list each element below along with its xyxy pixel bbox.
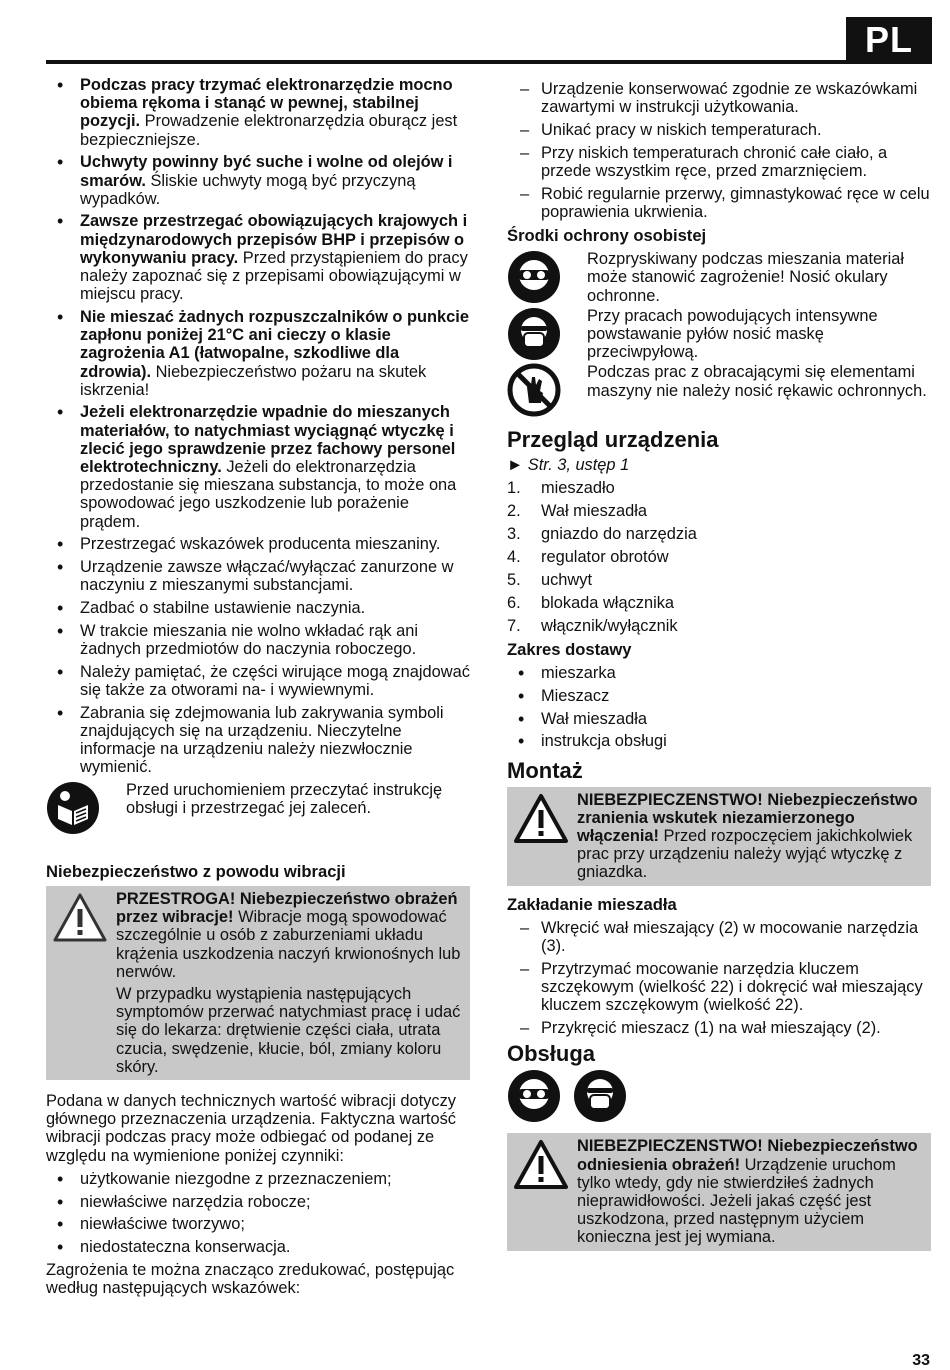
list-item: 1. mieszadło (507, 478, 615, 497)
list-item: • Jeżeli elektronarzędzie wpadnie do mieszanych materiałów, to natychmiast wyciągnąć wtyczkę i zlecić jego sprawdzenie przez fachowy personel elektrotechniczny. Jeżeli do elektronarzędzia przedostanie się mieszana substancja, to może ona spowodować jego uszkodzenie lub porażenie prądem. (46, 403, 470, 530)
tips-list (507, 80, 931, 221)
list-item: – Przy niskich temperaturach chronić całe ciało, a przede wszystkim ręce, przed zmarznięciem. (507, 144, 931, 180)
list-item: • niewłaściwe tworzywo; (46, 1215, 470, 1233)
danger-icon (513, 793, 569, 845)
list-item: • Zabrania się zdejmowania lub zakrywania symboli znajdujących się na urządzeniu. Nieczytelne informacje na urządzeniu należy niezwłocznie wymienić. (46, 704, 470, 777)
operation-heading: Obsługa (507, 1041, 596, 1067)
list-item: – Przykręcić mieszacz (1) na wał mieszający (2). (507, 1019, 931, 1037)
list-item: • Uchwyty powinny być suche i wolne od olejów i smarów. Śliskie uchwyty mogą być przyczyną wypadków. (46, 153, 470, 208)
ppe-mask-text: Przy pracach powodujących intensywne powstawanie pyłów nosić maskę przeciwpyłową. (587, 306, 878, 362)
manual-note (46, 781, 470, 835)
danger-icon (513, 1139, 569, 1191)
list-item: • Zawsze przestrzegać obowiązujących krajowych i międzynarodowych przepisów BHP i przepisów o wykonywaniu pracy. Przed przystąpieniem do pracy należy zapoznać się z przepisami obowiązującymi w miejscu pracy. (46, 212, 470, 303)
ppe-mask (507, 307, 931, 362)
vibration-factors-list (46, 1170, 470, 1256)
list-item: • niewłaściwe narzędzia robocze; (46, 1193, 470, 1211)
reduce-paragraph: Zagrożenia te można znacząco zredukować, postępując według następujących wskazówek: (46, 1260, 455, 1297)
assembly-warning-text: NIEBEZPIECZENSTWO! Niebezpieczeństwo zranienia wskutek niezamierzonego włączenia! Przed rozpoczęciem jakichkolwiek prac przy urządzeniu należy wyjąć wtyczkę z gniazdka. (577, 790, 918, 882)
mixer-steps-list (507, 919, 931, 1037)
list-item: • niedostateczna konserwacja. (46, 1238, 470, 1256)
ppe-gloves (507, 363, 931, 417)
list-item: • instrukcja obsługi (507, 732, 931, 750)
assembly-heading: Montaż (507, 758, 583, 784)
list-item: • Mieszacz (507, 687, 931, 705)
list-item: • Przestrzegać wskazówek producenta mieszaniny. (46, 535, 470, 553)
delivery-heading: Zakres dostawy (507, 639, 632, 659)
dust-mask-icon (573, 1069, 627, 1123)
list-item: – Wkręcić wał mieszający (2) w mocowanie narzędzia (3). (507, 919, 931, 955)
ppe-goggles (507, 250, 931, 305)
list-item: • użytkowanie niezgodne z przeznaczeniem; (46, 1170, 470, 1188)
parts-list (507, 479, 931, 635)
caution-icon (52, 892, 108, 944)
assembly-warning-box (507, 787, 931, 886)
list-item: – Przytrzymać mocowanie narzędzia kluczem szczękowym (wielkość 22) i dokręcić wał mieszający kluczem szczękowym (wielkość 22). (507, 960, 931, 1015)
overview-heading: Przegląd urządzenia (507, 427, 719, 453)
operation-warning-box (507, 1133, 931, 1250)
goggles-icon (507, 250, 561, 304)
safety-list (46, 76, 470, 776)
vibration-paragraph: Podana w danych technicznych wartość wibracji dotyczy głównego przeznaczenia urządzenia. Faktyczna wartość wibracji podczas pracy może odbiegać od podanej ze względu na wymienione poniżej czynniki: (46, 1092, 456, 1165)
list-item: • Wał mieszadła (507, 710, 931, 728)
ppe-gloves-text: Podczas prac z obracającymi się elementami maszyny nie należy nosić rękawic ochronnych. (587, 363, 927, 400)
operation-warning-text: NIEBEZPIECZENSTWO! Niebezpieczeństwo odniesienia obrażeń! Urządzenie uruchom tylko wtedy, gdy nie stwierdziłeś żadnych nieprawidłowości. Jeżeli jakaś część jest uszkodzona, przed następnym użyciem konieczna jest jej wymiana. (577, 1137, 918, 1247)
list-item: 6. blokada włącznika (507, 593, 675, 612)
vibration-heading: Niebezpieczeństwo z powodu wibracji (46, 861, 346, 881)
list-item: 5. uchwyt (507, 570, 593, 589)
list-item: – Urządzenie konserwować zgodnie ze wskazówkami zawartymi w instrukcji użytkowania. (507, 80, 931, 116)
list-item: 7. włącznik/wyłącznik (507, 616, 678, 635)
left-column (46, 76, 470, 1297)
vibration-symptoms-text: W przypadku wystąpienia następujących symptomów przerwać natychmiast pracę i udać się do lekarza: drętwienie części ciała, utrata czucia, swędzenie, kłucie, ból, zmiany koloru skóry. (116, 985, 461, 1076)
delivery-list (507, 664, 931, 750)
ppe-heading: Środki ochrony osobistej (507, 225, 707, 245)
list-item: 4. regulator obrotów (507, 547, 669, 566)
operation-icons (507, 1069, 931, 1123)
right-column (507, 80, 931, 1251)
list-item: 3. gniazdo do narzędzia (507, 524, 697, 543)
list-item: • W trakcie mieszania nie wolno wkładać rąk ani żadnych przedmiotów do naczynia roboczego. (46, 622, 470, 658)
page-number: 33 (912, 1352, 930, 1369)
mixer-heading: Zakładanie mieszadła (507, 894, 677, 914)
read-manual-icon (46, 781, 100, 835)
manual-note-text: Przed uruchomieniem przeczytać instrukcję obsługi i przestrzegać jej zaleceń. (126, 780, 443, 818)
list-item: 2. Wał mieszadła (507, 501, 647, 520)
list-item: • Należy pamiętać, że części wirujące mogą znajdować się także za otworami na- i wywiewnymi. (46, 663, 470, 699)
vibration-warning-box (46, 886, 470, 1080)
no-gloves-icon (507, 363, 561, 417)
ppe-goggles-text: Rozpryskiwany podczas mieszania materiał może stanowić zagrożenie! Nosić okulary ochronne. (587, 250, 905, 305)
header-rule (46, 60, 932, 64)
list-item: – Robić regularnie przerwy, gimnastykować ręce w celu poprawienia ukrwienia. (507, 185, 931, 221)
overview-reference: ► Str. 3, ustęp 1 (507, 455, 630, 474)
dust-mask-icon (507, 307, 561, 361)
list-item: • Podczas pracy trzymać elektronarzędzie mocno obiema rękoma i stanąć w pewnej, stabilnej pozycji. Prowadzenie elektronarzędzia oburącz jest bezpieczniejsze. (46, 76, 470, 149)
goggles-icon (507, 1069, 561, 1123)
list-item: – Unikać pracy w niskich temperaturach. (507, 121, 931, 139)
list-item: • Zadbać o stabilne ustawienie naczynia. (46, 599, 470, 617)
list-item: • Urządzenie zawsze włączać/wyłączać zanurzone w naczyniu z mieszanymi substancjami. (46, 558, 470, 594)
list-item: • mieszarka (507, 664, 931, 682)
list-item: • Nie mieszać żadnych rozpuszczalników o punkcie zapłonu poniżej 21°C ani cieczy o klasie zagrożenia A1 (łatwopalne, szkodliwe dla zdrowia). Niebezpieczeństwo pożaru na skutek iskrzenia! (46, 308, 470, 399)
language-badge: PL (846, 17, 932, 63)
vibration-warning-text: PRZESTROGA! Niebezpieczeństwo obrażeń przez wibracje! Wibracje mogą spowodować szczególnie u osób z zaburzeniami układu krążenia uszkodzenia naczyń krwionośnych lub nerwów. (116, 890, 461, 981)
